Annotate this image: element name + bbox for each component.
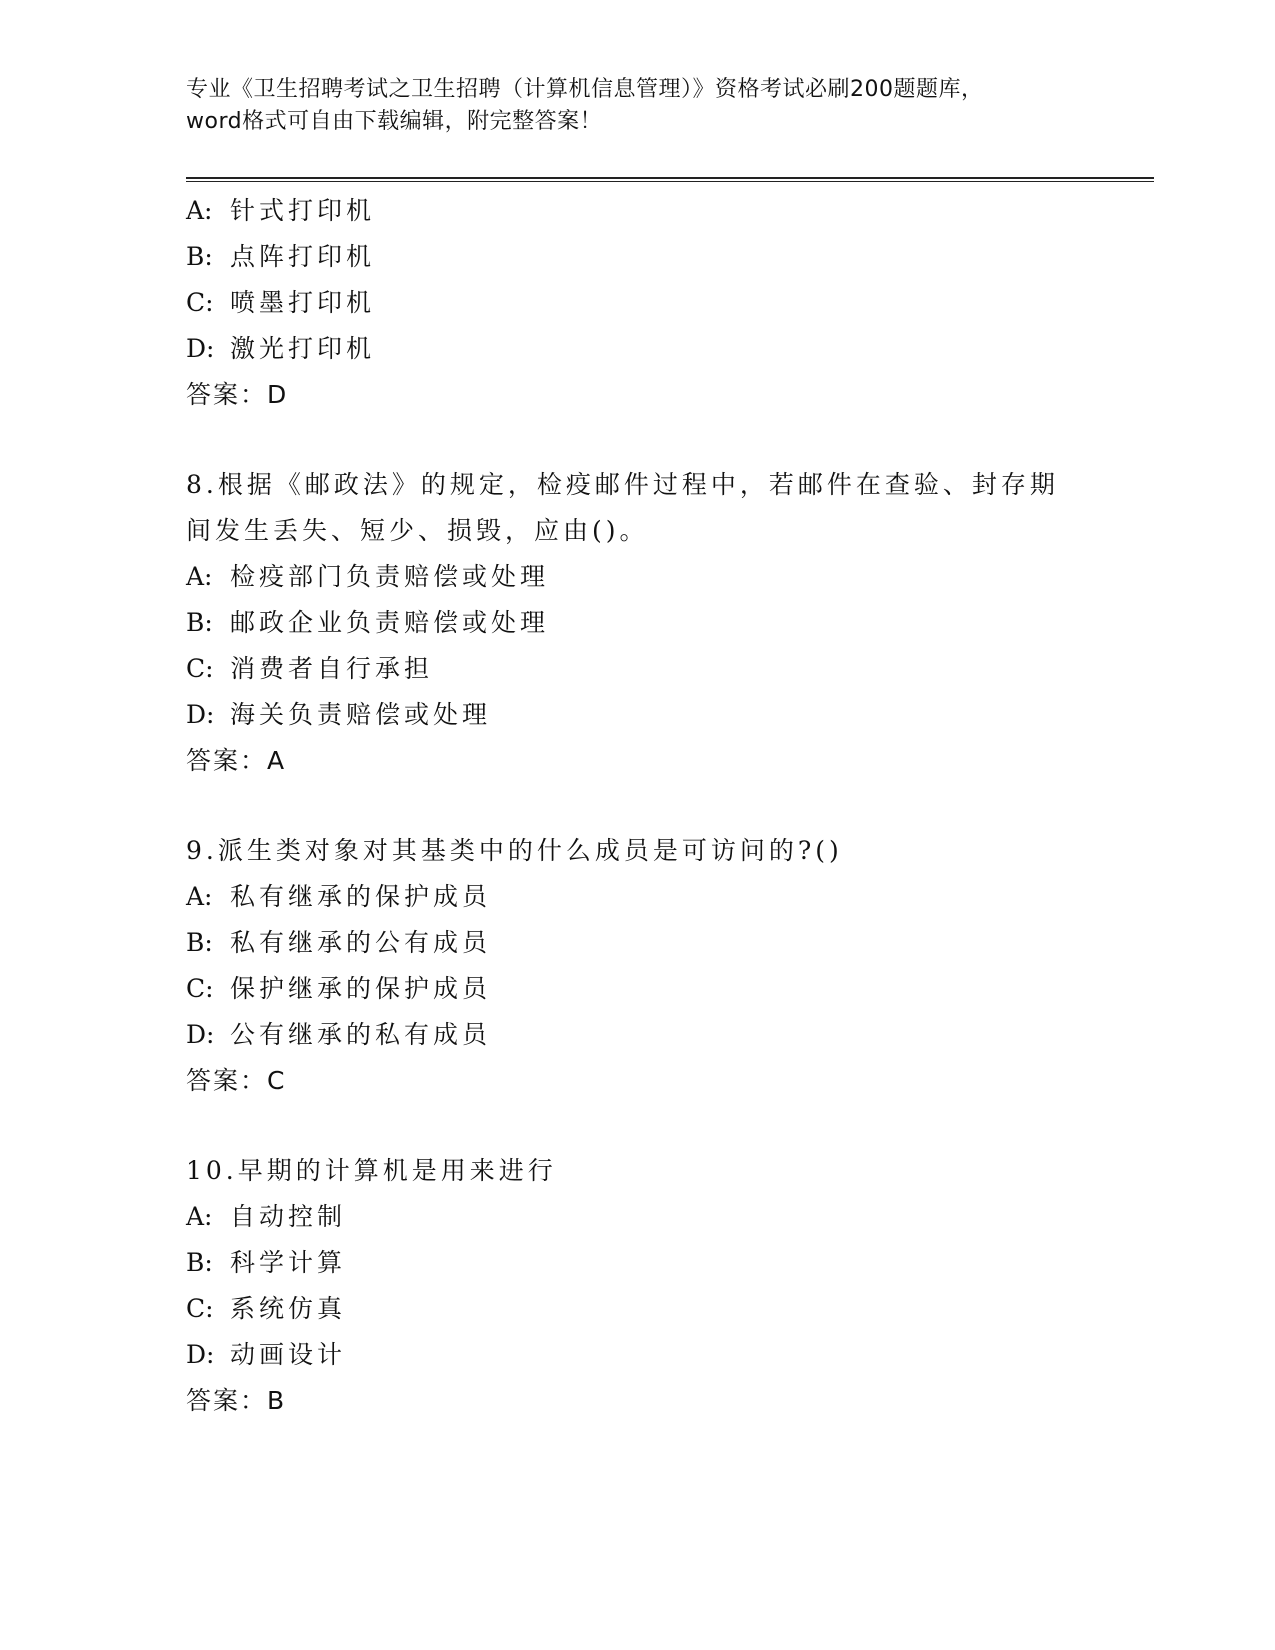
option-text: 检疫部门负责赔偿或处理: [230, 562, 550, 591]
option-label: C:: [186, 974, 214, 1003]
option-a: [186, 554, 1154, 600]
header-divider: [186, 177, 1154, 182]
option-text: 公有继承的私有成员: [230, 1020, 492, 1049]
option-d: [186, 1012, 1154, 1058]
option-text: 针式打印机: [230, 196, 376, 225]
option-c: [186, 646, 1154, 692]
question-item: [186, 188, 1154, 418]
option-b: [186, 920, 1154, 966]
answer-label: 答案：: [186, 380, 268, 409]
option-text: 动画设计: [230, 1340, 347, 1369]
answer-value: D: [267, 380, 287, 409]
option-label: C:: [186, 288, 214, 317]
question-text: 10.早期的计算机是用来进行: [186, 1156, 557, 1185]
question-text: 间发生丢失、短少、损毁，应由()。: [186, 516, 649, 545]
answer-label: 答案：: [186, 1386, 268, 1415]
option-text: 海关负责赔偿或处理: [230, 700, 492, 729]
question-text: 8.根据《邮政法》的规定，检疫邮件过程中，若邮件在查验、封存期: [186, 470, 1059, 499]
option-text: 自动控制: [230, 1202, 347, 1231]
spacer: [186, 1104, 1154, 1148]
option-b: [186, 1240, 1154, 1286]
question-item: [186, 462, 1154, 784]
answer-value: B: [267, 1386, 285, 1415]
option-text: 邮政企业负责赔偿或处理: [230, 608, 550, 637]
option-label: D:: [186, 1020, 215, 1049]
option-label: D:: [186, 1340, 215, 1369]
option-a: [186, 1194, 1154, 1240]
option-label: A:: [186, 196, 213, 225]
option-label: D:: [186, 334, 215, 363]
question-list: [186, 188, 1154, 1424]
option-label: A:: [186, 562, 213, 591]
question-item: [186, 1148, 1154, 1424]
answer-label: 答案：: [186, 746, 268, 775]
option-label: D:: [186, 700, 215, 729]
answer-value: A: [267, 746, 285, 775]
option-text: 保护继承的保护成员: [230, 974, 492, 1003]
option-text: 消费者自行承担: [230, 654, 434, 683]
header-line-2: word格式可自由下载编辑，附完整答案！: [186, 109, 603, 134]
option-label: C:: [186, 1294, 214, 1323]
option-label: B:: [186, 928, 213, 957]
spacer: [186, 784, 1154, 828]
option-label: B:: [186, 608, 213, 637]
answer-line: [186, 1058, 1154, 1104]
option-text: 私有继承的保护成员: [230, 882, 492, 911]
option-text: 系统仿真: [230, 1294, 347, 1323]
spacer: [186, 418, 1154, 462]
option-label: B:: [186, 1248, 213, 1277]
option-text: 喷墨打印机: [230, 288, 376, 317]
answer-label: 答案：: [186, 1066, 268, 1095]
option-text: 科学计算: [230, 1248, 347, 1277]
question-text: 9.派生类对象对其基类中的什么成员是可访问的?(): [186, 836, 843, 865]
option-text: 激光打印机: [230, 334, 376, 363]
option-d: [186, 1332, 1154, 1378]
answer-line: [186, 1378, 1154, 1424]
option-label: A:: [186, 1202, 213, 1231]
option-text: 点阵打印机: [230, 242, 376, 271]
answer-line: [186, 372, 1154, 418]
option-c: [186, 280, 1154, 326]
question-item: [186, 828, 1154, 1104]
option-c: [186, 1286, 1154, 1332]
option-text: 私有继承的公有成员: [230, 928, 492, 957]
option-c: [186, 966, 1154, 1012]
option-a: [186, 188, 1154, 234]
option-a: [186, 874, 1154, 920]
answer-line: [186, 738, 1154, 784]
option-b: [186, 600, 1154, 646]
option-b: [186, 234, 1154, 280]
option-label: C:: [186, 654, 214, 683]
document-header: [186, 74, 1086, 138]
option-label: A:: [186, 882, 213, 911]
option-d: [186, 692, 1154, 738]
answer-value: C: [267, 1066, 285, 1095]
option-d: [186, 326, 1154, 372]
option-label: B:: [186, 242, 213, 271]
header-line-1: 专业《卫生招聘考试之卫生招聘（计算机信息管理）》资格考试必刷200题题库，: [186, 77, 984, 102]
